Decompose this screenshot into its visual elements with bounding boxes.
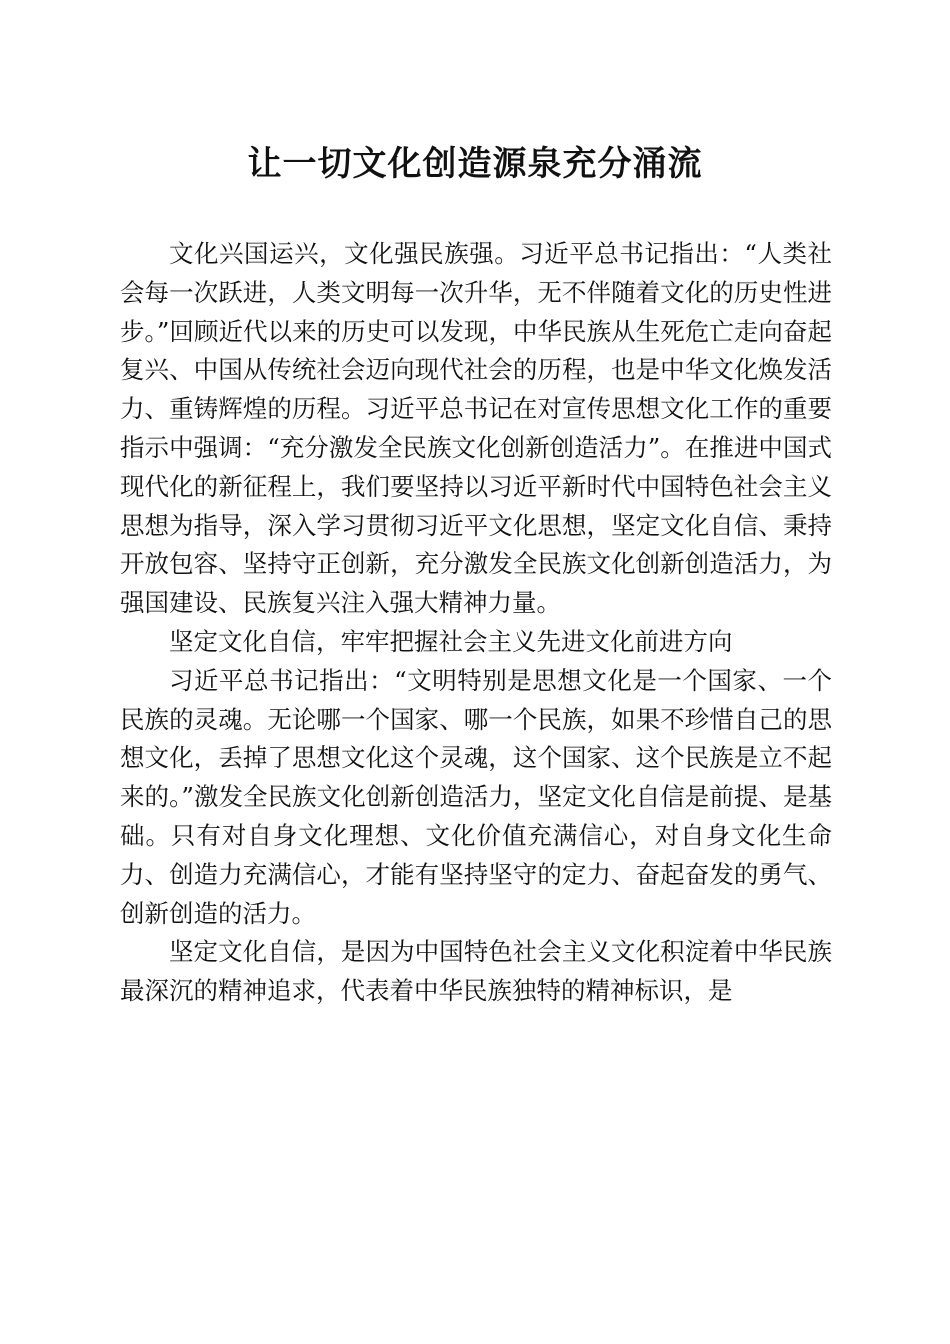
section-heading: 坚定文化自信，牢牢把握社会主义先进文化前进方向: [169, 626, 733, 656]
paragraph-continued: 坚定文化自信，是因为中国特色社会主义文化积淀着中华民族最深沉的精神追求，代表着中华民族独特的精神标识，是: [120, 937, 832, 1006]
paragraph-quote: 习近平总书记指出：“文明特别是思想文化是一个国家、一个民族的灵魂。无论哪一个国家、哪一个民族，如果不珍惜自己的思想文化，丢掉了思想文化这个灵魂，这个国家、这个民族是立不起来的。”激发全民族文化创新创造活力，坚定文化自信是前提、是基础。只有对自身文化理想、文化价值充满信心，对自身文化生命力、创造力充满信心，才能有坚持坚守的定力、奋起奋发的勇气、创新创造的活力。: [120, 665, 832, 928]
document-body: [120, 235, 832, 1011]
document-title: 让一切文化创造源泉充分涌流: [247, 144, 703, 184]
paragraph-intro: 文化兴国运兴，文化强民族强。习近平总书记指出：“人类社会每一次跃进，人类文明每一次升华，无不伴随着文化的历史性进步。”回顾近代以来的历史可以发现，中华民族从生死危亡走向奋起复兴、中国从传统社会迈向现代社会的历程，也是中华文化焕发活力、重铸辉煌的历程。习近平总书记在对宣传思想文化工作的重要指示中强调：“充分激发全民族文化创新创造活力”。在推进中国式现代化的新征程上，我们要坚持以习近平新时代中国特色社会主义思想为指导，深入学习贯彻习近平文化思想，坚定文化自信、秉持开放包容、坚持守正创新，充分激发全民族文化创新创造活力，为强国建设、民族复兴注入强大精神力量。: [120, 239, 832, 618]
